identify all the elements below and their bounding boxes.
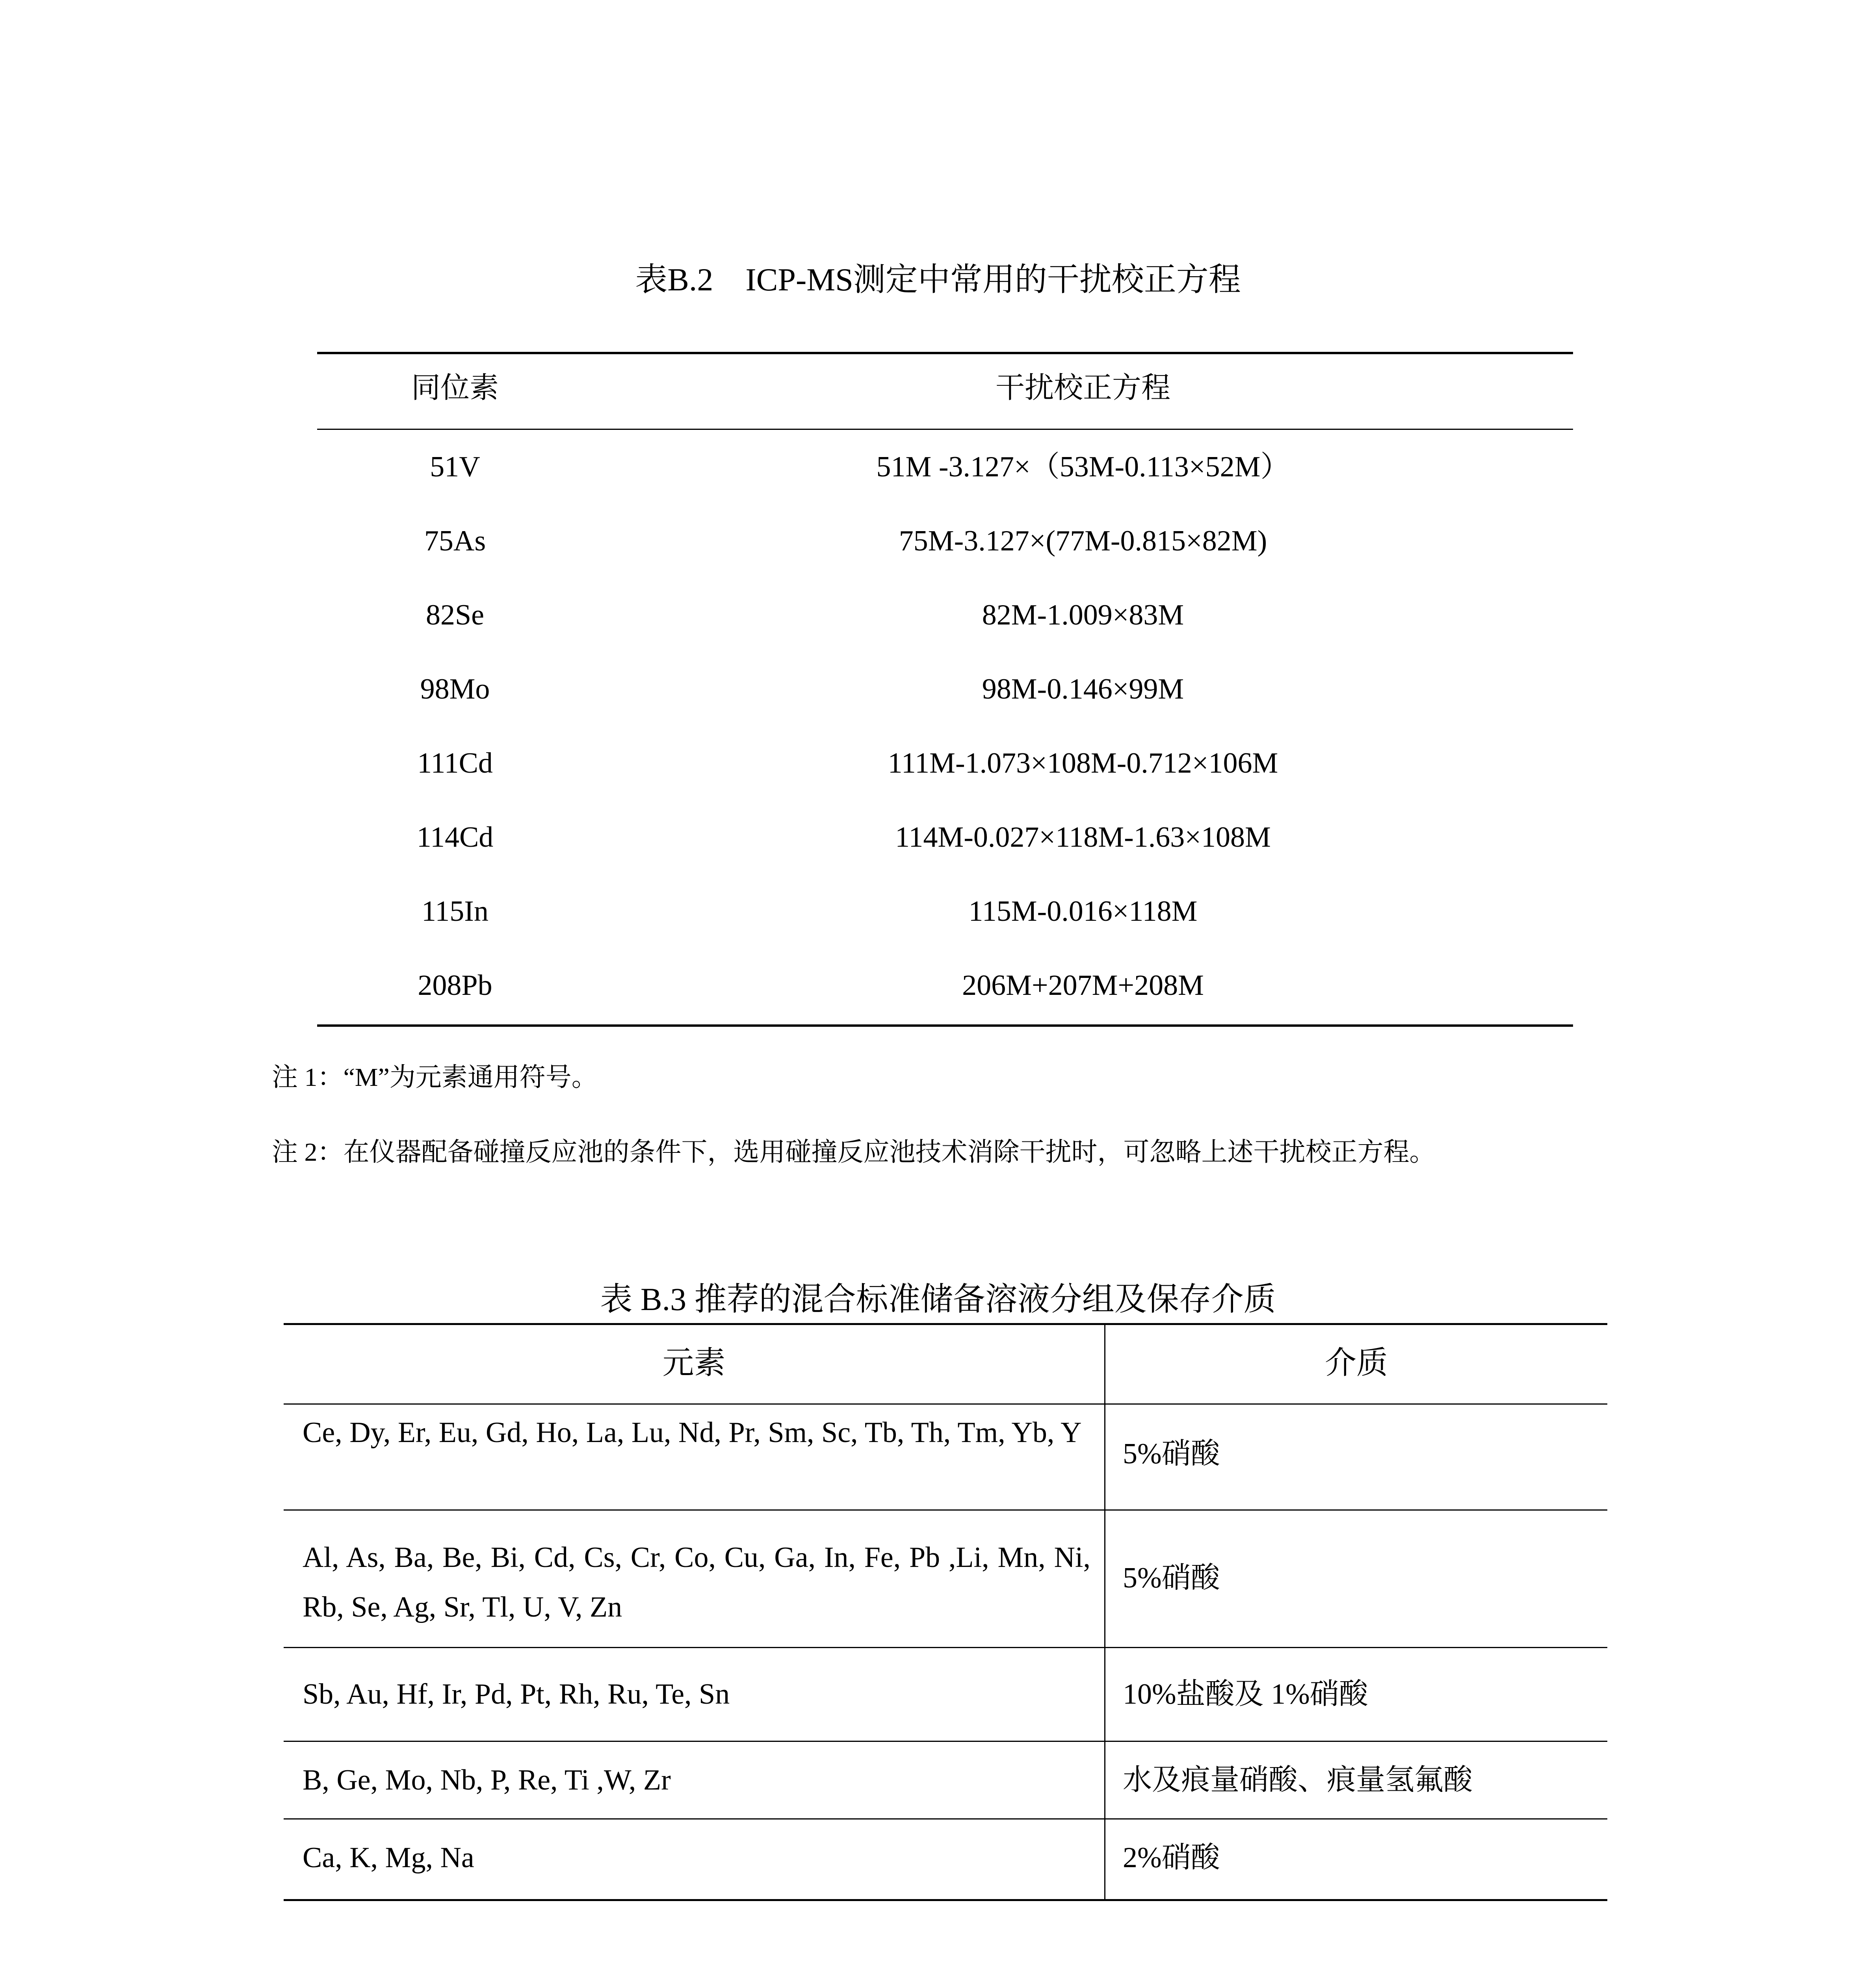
table-b3-medium-cell: 水及痕量硝酸、痕量氢氟酸 [1123,1764,1473,1796]
table-b3-column-divider [1104,1323,1105,1901]
table-b2-isotope-cell: 115In [422,895,489,927]
table-b3-top-rule [284,1323,1607,1325]
table-b2-equation-cell: 75M-3.127×(77M-0.815×82M) [899,525,1267,557]
table-b2-isotope-cell: 111Cd [417,747,493,779]
table-b3-header-elements: 元素 [662,1346,726,1381]
table-b2-top-rule [317,352,1573,354]
table-b2-equation-cell: 111M-1.073×108M-0.712×106M [888,747,1278,779]
table-b2-header-rule [317,429,1573,430]
table-b3-medium-cell: 10%盐酸及 1%硝酸 [1123,1678,1368,1710]
table-b2-equation-cell: 206M+207M+208M [962,969,1204,1002]
table-b2-caption: 表B.2 ICP-MS测定中常用的干扰校正方程 [635,262,1241,297]
table-b2-header-isotope: 同位素 [411,372,499,404]
table-b2-isotope-cell: 98Mo [420,673,490,705]
table-b3-row-rule [284,1818,1607,1819]
table-b3-medium-cell: 5%硝酸 [1123,1438,1220,1470]
table-b2-note-1: 注 1：“M”为元素通用符号。 [272,1063,598,1092]
table-b3-elements-cell: B, Ge, Mo, Nb, P, Re, Ti ,W, Zr [303,1764,671,1796]
table-b3-caption: 表 B.3 推荐的混合标准储备溶液分组及保存介质 [600,1281,1276,1317]
table-b3-row-rule [284,1647,1607,1648]
table-b2-isotope-cell: 75As [424,525,486,557]
table-b2-isotope-cell: 82Se [426,599,484,631]
table-b2-bottom-rule [317,1024,1573,1027]
table-b2-note-2: 注 2：在仪器配备碰撞反应池的条件下，选用碰撞反应池技术消除干扰时，可忽略上述干扰校正方程。 [272,1138,1436,1167]
table-b2-equation-cell: 115M-0.016×118M [968,895,1198,927]
table-b3-medium-cell: 2%硝酸 [1123,1842,1220,1874]
table-b2-isotope-cell: 114Cd [416,821,494,853]
table-b3-medium-cell: 5%硝酸 [1123,1562,1220,1594]
table-b2-equation-cell: 98M-0.146×99M [982,673,1184,705]
table-b3-elements-cell: Sb, Au, Hf, Ir, Pd, Pt, Rh, Ru, Te, Sn [303,1678,730,1710]
table-b3-elements-cell: Ca, K, Mg, Na [303,1842,474,1874]
table-b2-isotope-cell: 208Pb [418,969,492,1002]
table-b2-isotope-cell: 51V [430,451,480,483]
table-b3-row-rule [284,1403,1607,1405]
table-b3-elements-cell: Ce, Dy, Er, Eu, Gd, Ho, La, Lu, Nd, Pr, Sm, Sc, Tb, Th, Tm, Yb, Y [303,1416,1082,1449]
table-b3-bottom-rule [284,1899,1607,1901]
table-b3-row-rule [284,1741,1607,1742]
table-b2-equation-cell: 114M-0.027×118M-1.63×108M [895,821,1271,853]
table-b2-equation-cell: 82M-1.009×83M [982,599,1184,631]
table-b3-elements-cell: Al, As, Ba, Be, Bi, Cd, Cs, Cr, Co, Cu, Ga, In, Fe, Pb ,Li, Mn, Ni, Rb, Se, Ag, Sr, Tl, U, V, Zn [303,1541,1090,1623]
table-b3-header-medium: 介质 [1325,1346,1388,1381]
table-b2-equation-cell: 51M -3.127×（53M-0.113×52M） [876,451,1290,483]
table-b3-row-rule [284,1509,1607,1511]
table-b2-header-equation: 干扰校正方程 [996,372,1170,404]
